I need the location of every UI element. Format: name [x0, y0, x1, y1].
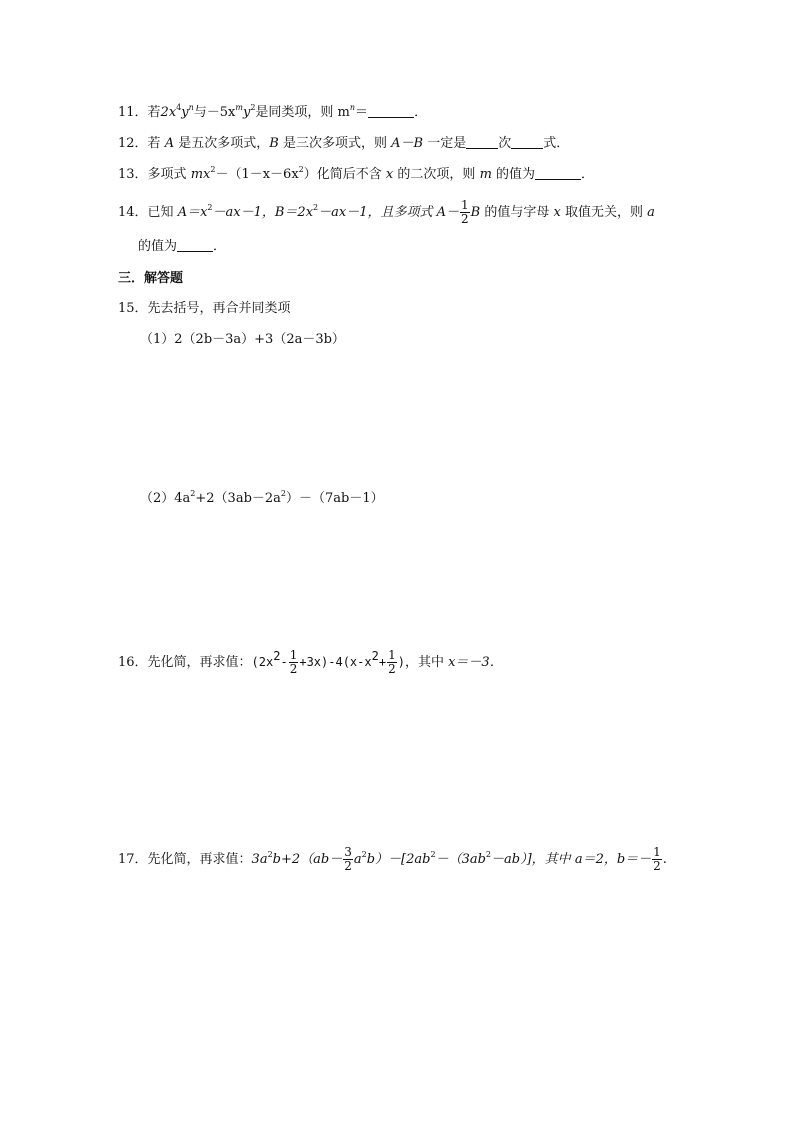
q11-answer-blank[interactable]	[368, 105, 414, 118]
q13-var: x	[385, 167, 394, 182]
q11-eq: ＝	[355, 105, 369, 120]
q12-number: 12．若	[118, 136, 161, 151]
q17-expr: b）－[2ab	[366, 852, 431, 867]
q14-fraction	[460, 199, 470, 226]
q11-exp: 4	[176, 103, 182, 112]
q16-fraction-2	[387, 649, 397, 676]
q16-exp: 2	[371, 649, 379, 663]
q13-end: ．	[581, 167, 595, 182]
q13-expr: －（1－x－6x	[215, 167, 299, 182]
q16-expr: +	[378, 655, 387, 669]
q17-exp: 2	[430, 850, 436, 859]
question-11	[118, 104, 427, 122]
q14-expr: A＝x	[177, 205, 208, 220]
q11-term: 与－5x	[193, 105, 236, 120]
q14-var: a	[647, 205, 655, 220]
q15-exp: 2	[280, 489, 287, 498]
fraction-denominator: 2	[344, 859, 352, 873]
fraction-denominator: 2	[289, 662, 298, 676]
fraction-numerator: 3	[344, 845, 352, 859]
q15-expr: +2（3ab－2a	[195, 491, 281, 506]
q13-text: 的值为	[496, 167, 536, 182]
fraction-denominator: 2	[653, 859, 661, 873]
fraction-numerator: 1	[461, 198, 469, 212]
question-15-part1: （1）2（2b－3a）+3（2a－3b）	[140, 332, 345, 347]
q13-exp: 2	[298, 165, 304, 174]
q11-exp: m	[235, 103, 243, 112]
fraction-numerator: 1	[388, 648, 396, 662]
q13-text: ）化简后不含	[303, 167, 382, 182]
q17-exp: 2	[361, 850, 367, 859]
q14-text: 取值无关，则	[565, 205, 644, 220]
question-15-title: 15．先去括号，再合并同类项	[118, 301, 291, 316]
q12-text: 是五次多项式，	[178, 136, 270, 151]
q14-var: x	[553, 205, 561, 220]
question-12	[118, 135, 569, 153]
q12-answer-blank-1[interactable]	[466, 136, 498, 149]
q15-expr: （2）4a	[140, 491, 191, 506]
q16-expr: (2x	[251, 655, 274, 669]
q14-text: 的值与字母	[484, 205, 550, 220]
q13-var: m	[479, 167, 492, 182]
q11-exp: n	[188, 103, 194, 112]
q16-fraction-1	[289, 649, 299, 676]
question-16	[118, 649, 503, 676]
q12-text: 一定是	[427, 136, 467, 151]
q15-exp: 2	[190, 489, 196, 498]
q11-term: y	[181, 105, 189, 120]
q12-answer-blank-2[interactable]	[511, 136, 543, 149]
section-heading: 三．解答题	[118, 271, 184, 286]
q17-expr: a	[353, 852, 362, 867]
q14-expr: B	[470, 205, 481, 220]
fraction-denominator: 2	[388, 662, 396, 676]
q17-exp: 2	[267, 850, 273, 859]
q14-answer-blank[interactable]	[177, 239, 213, 252]
q13-exp: 2	[210, 165, 216, 174]
q11-term: 2x	[160, 105, 177, 120]
q12-text: 是三次多项式，则	[282, 136, 387, 151]
q12-text: 式．	[543, 136, 570, 151]
q17-number: 17．先化简，再求值：	[118, 852, 252, 867]
question-13	[118, 166, 594, 184]
q16-text: ，其中	[404, 655, 444, 670]
q14-exp: 2	[313, 203, 319, 212]
q14-number: 14．已知	[118, 205, 174, 220]
q17-condition: a＝2，b＝－	[574, 852, 652, 867]
q14-expr: －ax－1，且多项式	[318, 205, 433, 220]
q14-exp: 2	[207, 203, 213, 212]
q12-var: B	[269, 136, 279, 151]
question-15-part2	[140, 490, 384, 508]
fraction-numerator: 1	[653, 845, 661, 859]
q13-term: mx	[190, 167, 211, 182]
q11-end: ．	[414, 105, 428, 120]
q15-expr: ）－（7ab－1）	[286, 491, 384, 506]
q17-exp: 2	[485, 850, 492, 859]
q11-exp: 2	[250, 103, 256, 112]
q11-text: 是同类项，则 m	[255, 105, 350, 120]
question-17	[118, 846, 667, 873]
question-14	[118, 199, 655, 226]
q14-text: 的值为	[138, 239, 178, 254]
q12-expr: A－B	[391, 136, 424, 151]
q12-var: A	[164, 136, 175, 151]
q16-expr: )	[397, 655, 405, 669]
q11-exp: n	[349, 103, 356, 112]
q14-expr: －ax－1，B＝2x	[212, 205, 314, 220]
q16-expr: -	[280, 655, 288, 669]
q16-expr: +3x)-4(x-x	[299, 655, 372, 669]
q14-end: ．	[213, 239, 227, 254]
q13-number: 13．多项式	[118, 167, 187, 182]
q17-expr: b+2（ab－	[272, 852, 343, 867]
q16-exp: 2	[273, 649, 281, 663]
fraction-denominator: 2	[461, 212, 469, 226]
q17-expr: －ab）]，其中	[491, 852, 571, 867]
q17-fraction-b	[652, 846, 662, 873]
q16-condition: x＝－3．	[448, 655, 503, 670]
q17-end: .	[662, 852, 667, 867]
q14-expr: A－	[436, 205, 460, 220]
fraction-numerator: 1	[289, 648, 298, 662]
q11-term: y	[242, 105, 251, 120]
q13-answer-blank[interactable]	[535, 167, 581, 180]
q17-expr: －（3ab	[435, 852, 486, 867]
q12-text: 次	[498, 136, 512, 151]
q17-expr: 3a	[251, 852, 268, 867]
q13-text: 的二次项，则	[397, 167, 476, 182]
question-14-line2	[138, 238, 226, 256]
q17-fraction	[343, 846, 353, 873]
q11-number: 11．若	[118, 105, 161, 120]
q16-number: 16．先化简，再求值：	[118, 655, 252, 670]
